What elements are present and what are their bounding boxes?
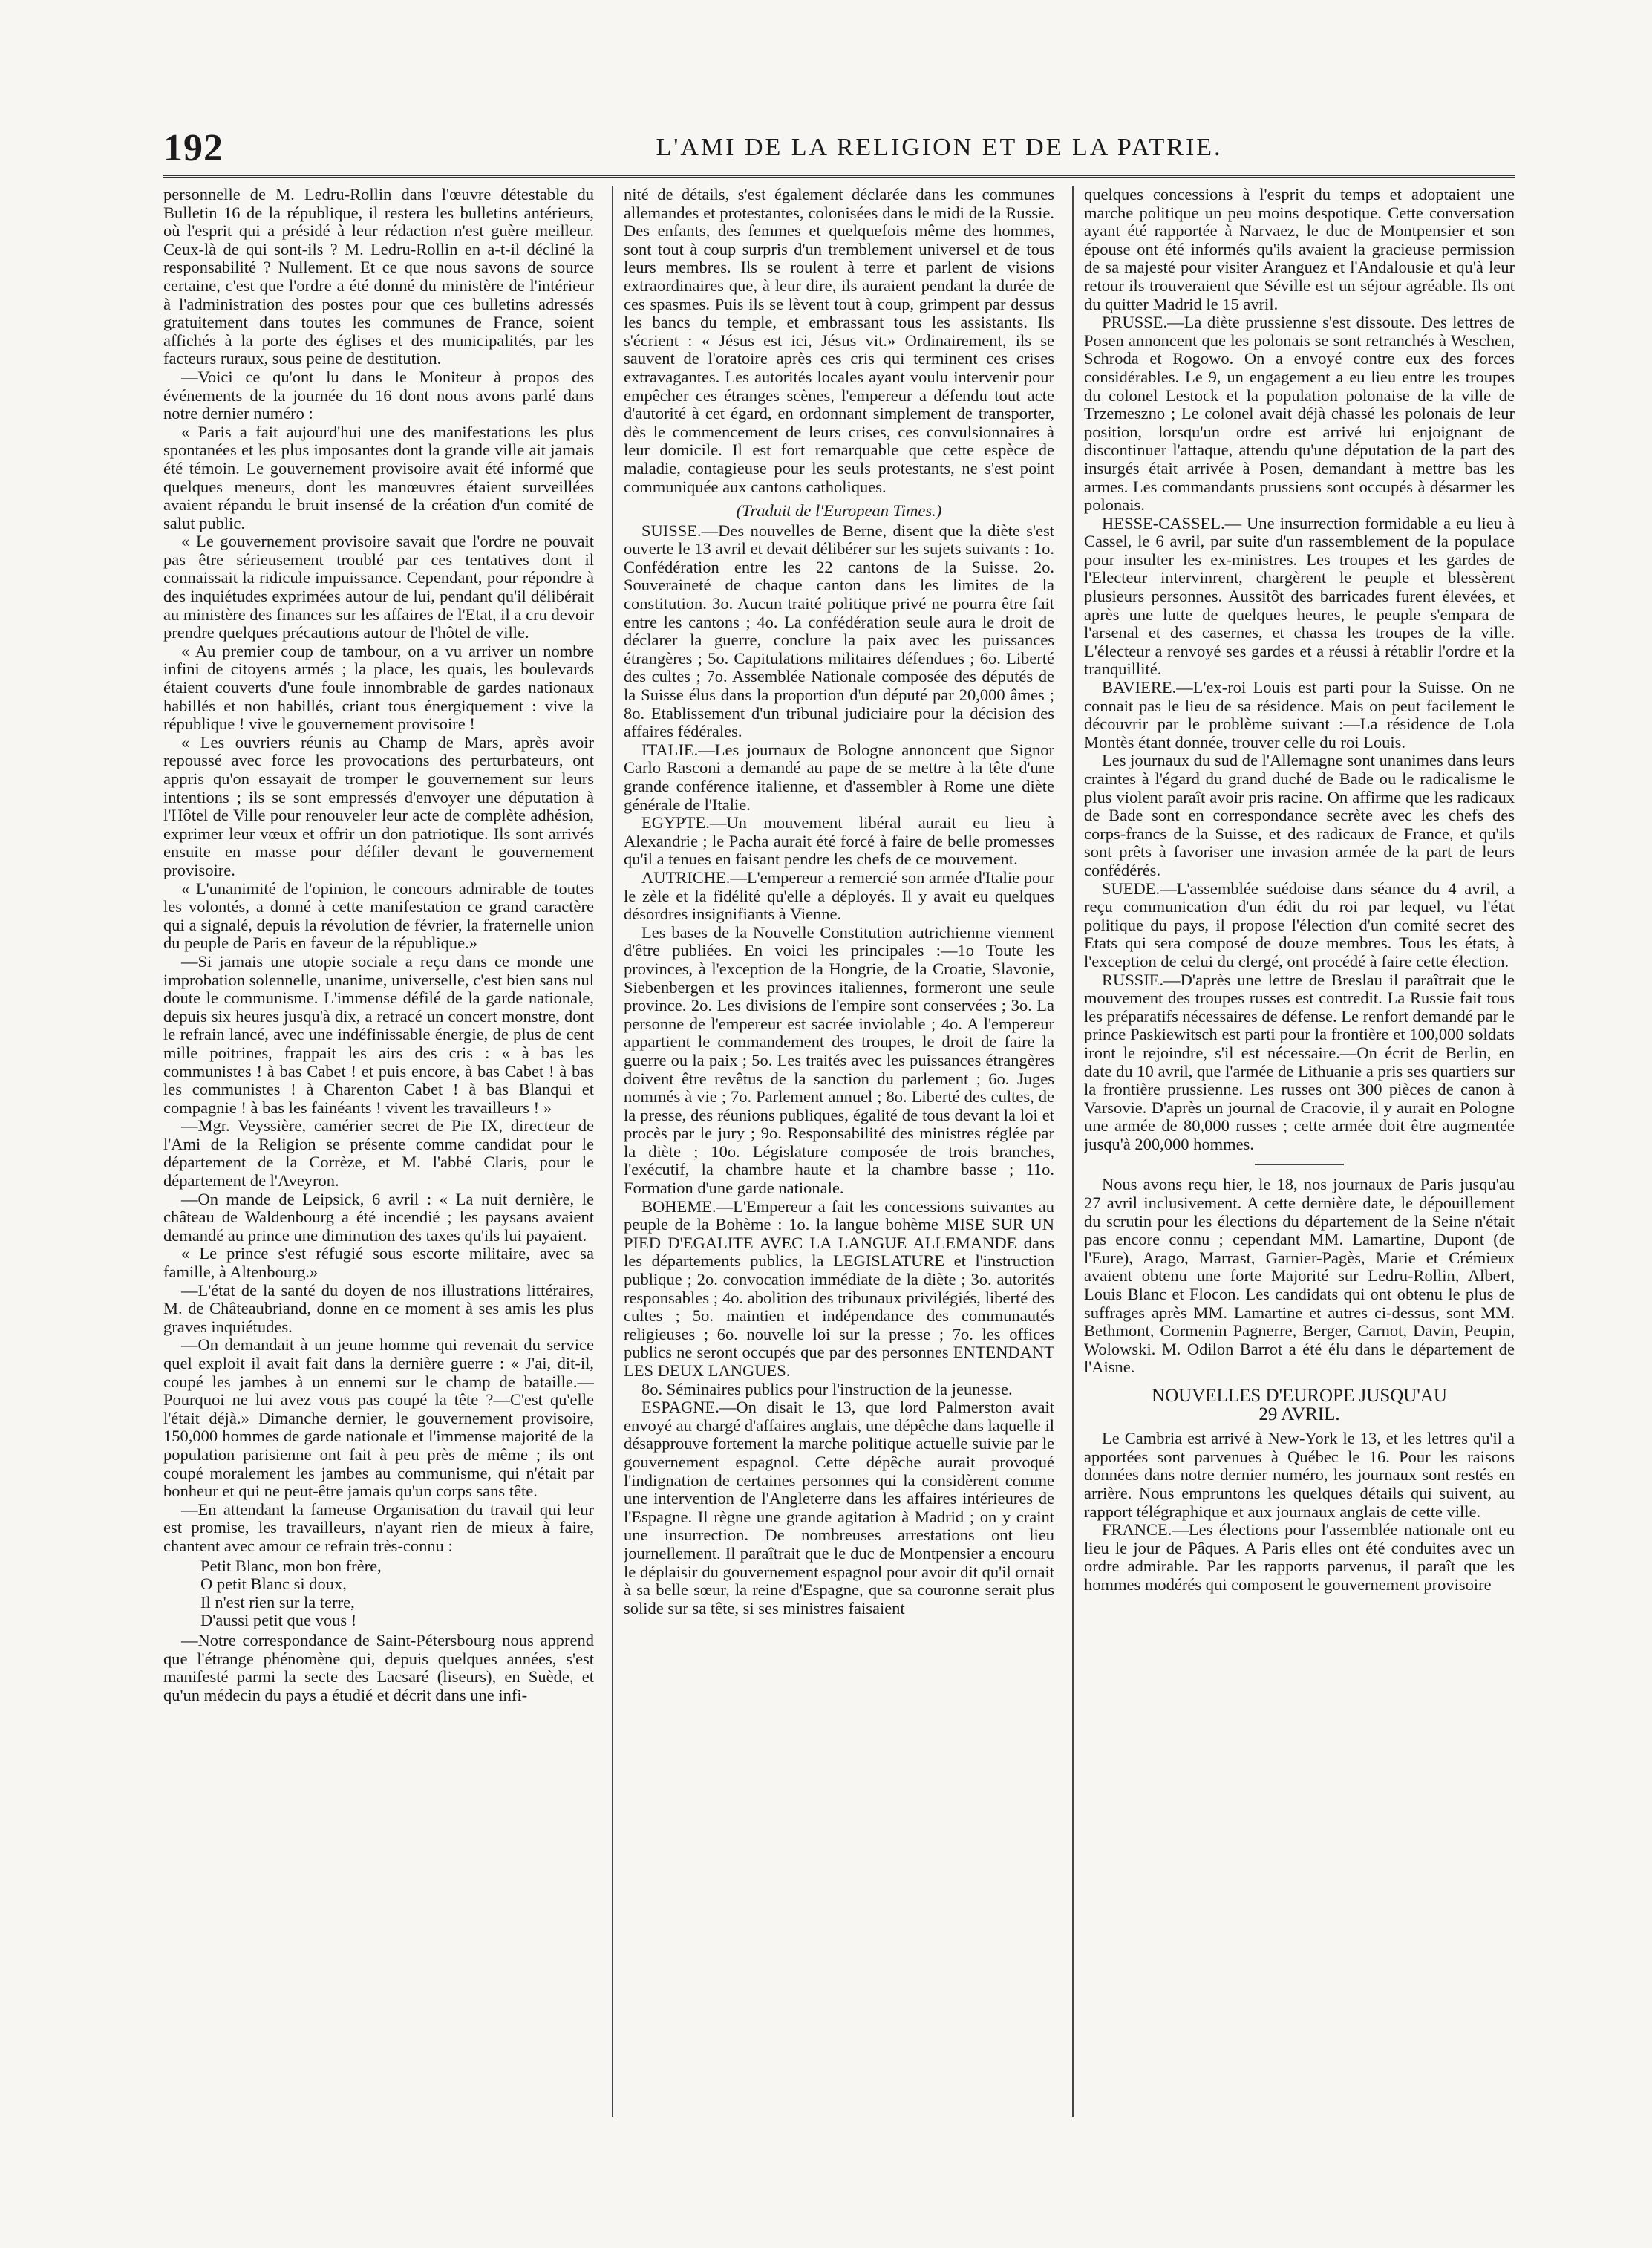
text-columns [163, 186, 1515, 2131]
news-item: HESSE-CASSEL.— Une insurrection formidable a eu lieu à Cassel, le 6 avril, par suite d'un rassemblement de la populace pour insulter les ex-ministres. Les troupes et les gardes de l'Electeur intervinrent, chargèrent le peuple et blessèrent plusieurs personnes. Aussitôt des barricades furent élevées, et après une lutte de quelques heures, le peuple s'empara de l'arsenal et des casernes, et chassa les troupes de la ville. L'électeur a renvoyé ses gardes et a réussi à rétablir l'ordre et la tranquillité. [1084, 513, 1515, 679]
news-item: Les journaux du sud de l'Allemagne sont unanimes dans leurs craintes à l'égard du grand duché de Bade ou le radicalisme le plus violent paraît avoir pris racine. On affirme que les radicaux de Bade sont en correspondance secrète avec les chefs des corps-francs de la Suisse, et des radicaux de France, et qu'ils sont prêts à favoriser une invasion armée de la part de leurs confédérés. [1084, 751, 1515, 879]
column-middle [624, 186, 1054, 2131]
news-item: PRUSSE.—La diète prussienne s'est dissoute. Des lettres de Posen annoncent que les polonais se sont retranchés à Weschen, Schroda et Rogowo. On a envoyé contre eux des forces considérables. Le 9, un engagement a eu lieu entre les troupes du colonel Lestock et la population polonaise de la ville de Trzemeszno ; Le colonel avait déjà chassé les polonais de leur position, lorsqu'un ordre est arrivé lui enjoignant de discontinuer l'attaque, attendu qu'une députation de la part des insurgés était arrivée à Posen, demandant à mettre bas les armes. Les commandants prussiens sont occupés à désarmer les polonais. [1084, 313, 1515, 515]
news-item: ESPAGNE.—On disait le 13, que lord Palmerston avait envoyé au chargé d'affaires anglais, une dépêche dans laquelle il désapprouve fortement la marche politique actuelle suivie par le gouvernement espagnol. Cette dépêche aurait provoqué l'indignation de certaines personnes qui la considèrent comme une intervention de l'Angleterre dans les affaires intérieures de l'Espagne. Il règne une grande agitation à Madrid ; on y craint une insurrection. De nombreuses arrestations ont lieu journellement. Il paraîtrait que le duc de Montpensier a encouru le déplaisir du gouvernement espagnol pour avoir dit qu'il ornait à sa belle sœur, la reine d'Espagne, que sa couronne serait plus solide sur sa tête, si ses ministres faisaient [624, 1398, 1054, 1617]
paragraph: Le Cambria est arrivé à New-York le 13, et les lettres qu'il a apportées sont parvenues à Québec le 16. Pour les raisons données dans notre dernier numéro, les journaux sont restés en arrière. Nous empruntons les quelques détails qui suivent, au rapport télégraphique et aux journaux anglais de cette ville. [1084, 1429, 1515, 1521]
section-title: NOUVELLES D'EUROPE JUSQU'AU [1152, 1386, 1447, 1406]
paragraph: « Les ouvriers réunis au Champ de Mars, après avoir repoussé avec force les provocations des perturbateurs, ont appris qu'on essayait de tromper le gouvernement sur leurs intentions ; ils se sont empressés d'envoyer une députation à l'Hôtel de Ville pour renouveler leur acte de complète adhésion, exprimer leur vœux et offrir un don patriotique. Ils sont arrivés ensuite en masse pour défiler devant le gouvernement provisoire. [163, 732, 594, 879]
news-item: ITALIE.—Les journaux de Bologne annoncent que Signor Carlo Rasconi a demandé au pape de se mettre à la tête d'une grande conférence italienne, et d'assembler à Rome une diète générale de l'Italie. [624, 740, 1054, 814]
poem-line: D'aussi petit que vous ! [200, 1611, 357, 1630]
news-item: Les bases de la Nouvelle Constitution autrichienne viennent d'être publiées. En voici les principales :—1o Toute les provinces, à l'exception de la Hongrie, de la Croatie, Slavonie, Siebenbergen et les provinces italiennes, formeront une seule province. 2o. Les divisions de l'empire sont conservées ; 3o. La personne de l'empereur est sacrée inviolable ; 4o. A l'empereur appartient le commandement des troupes, le droit de faire la guerre ou la paix ; 5o. Les traités avec les puissances étrangères doivent être revêtus de la sanction du parlement ; 6o. Juges nommés à vie ; 7o. Parlement annuel ; 8o. Liberté des cultes, de la presse, des réunions publiques, égalité de tous devant la loi et procès par le jury ; 9o. Responsabilité des ministres réglée par la diète ; 10o. Législature composée de trois branches, l'exécutif, la chambre haute et la chambre basse ; 11o. Formation d'une garde nationale. [624, 922, 1054, 1198]
news-item: BAVIERE.—L'ex-roi Louis est parti pour la Suisse. On ne connait pas le lieu de sa résidence. Mais on peut facilement le découvrir par le problème suivant :—La résidence de Lola Montès étant donnée, trouver celle du roi Louis. [1084, 678, 1515, 752]
poem-line: O petit Blanc si doux, [200, 1574, 347, 1594]
news-item: BOHEME.—L'Empereur a fait les concessions suivantes au peuple de la Bohème : 1o. la langue bohème MISE SUR UN PIED D'EGALITE AVEC LA LANGUE ALLEMANDE dans les départements publics, la LEGISLATURE et l'instruction publique ; 2o. convocation immédiate de la diète ; 3o. autorités responsables ; 4o. abolition des tribunaux privilégiés, liberté des cultes ; 5o. maintien et indépendance des communautés religieuses ; 6o. nouvelle loi sur la presse ; 7o. les offices publics ne seront occupés que par des personnes ENTENDANT LES DEUX LANGUES. [624, 1196, 1054, 1380]
paragraph: —Voici ce qu'ont lu dans le Moniteur à propos des événements de la journée du 16 dont nous avons parlé dans notre dernier numéro : [163, 367, 594, 423]
paragraph: « Paris a fait aujourd'hui une des manifestations les plus spontanées et les plus imposantes dont la grande ville ait jamais été témoin. Le gouvernement provisoire avait été informé que quelques meneurs, dont les manœuvres étaient surveillées avaient répandu le bruit insensé de la création d'un comité de salut public. [163, 422, 594, 532]
news-item: RUSSIE.—D'après une lettre de Breslau il paraîtrait que le mouvement des troupes russes est contredit. La Russie fait tous les préparatifs nécessaires de défense. Le renfort demandé par le prince Paskiewitsch est parti pour la frontière et 100,000 soldats iront le rejoindre, s'il est nécessaire.—On écrit de Berlin, en date du 10 avril, que l'armée de Lithuanie a pris ses quartiers sur la frontière prussienne. Les russes ont 300 pièces de canon à Varsovie. D'après un journal de Cracovie, il y aurait en Pologne une armée de 80,000 russes ; cette armée doit être augmentée jusqu'à 200,000 hommes. [1084, 970, 1515, 1153]
paragraph: —On mande de Leipsick, 6 avril : « La nuit dernière, le château de Waldenbourg a été incendié ; les paysans avaient demandé au prince une diminution des taxes qu'ils lui payaient. [163, 1189, 594, 1245]
page-header [163, 126, 1515, 178]
paragraph: Nous avons reçu hier, le 18, nos journaux de Paris jusqu'au 27 avril inclusivement. A cette dernière date, le dépouillement du scrutin pour les élections du département de la Seine n'était pas encore connu ; cependant MM. Lamartine, Dupont (de l'Eure), Arago, Marrast, Garnier-Pagès, Marie et Crémieux avaient obtenu une forte Majorité sur Ledru-Rollin, Albert, Louis Blanc et Flocon. Les candidats qui ont obtenu le plus de suffrages après MM. Lamartine et autres ci-dessus, sont MM. Bethmont, Cormenin Pagnerre, Berger, Carnot, Davin, Peupin, Wolowski. M. Odilon Barrot a été élu dans le département de l'Aisne. [1084, 1175, 1515, 1377]
paragraph: —En attendant la fameuse Organisation du travail qui leur est promise, les travailleurs, n'ayant rien de mieux à faire, chantent avec amour ce refrain très-connu : [163, 1499, 594, 1555]
news-item: SUISSE.—Des nouvelles de Berne, disent que la diète s'est ouverte le 13 avril et devait délibérer sur les sujets suivants : 1o. Confédération entre les 22 cantons de la Suisse. 2o. Souveraineté de chaque canton dans les limites de la constitution. 3o. Aucun traité politique privé ne pourra être fait entre les cantons ; 4o. La confédération seule aura le droit de déclarer la guerre, conclure la paix avec les puissances étrangères ; 5o. Capitulations militaires défendues ; 6o. Liberté des cultes ; 7o. Assemblée Nationale composée des députés de la Suisse élus dans la proportion d'un député par 20,000 âmes ; 8o. Etablissement d'un tribunal judiciaire pour la décision des affaires fédérales. [624, 521, 1054, 741]
paragraph: —On demandait à un jeune homme qui revenait du service quel exploit il avait fait dans la dernière guerre : « J'ai, dit-il, coupé les jambes à un ennemi sur le champ de bataille.—Pourquoi ne lui avez vous pas coupé la tête ?—C'est qu'elle l'était déjà.» Dimanche dernier, le gouvernement provisoire, 150,000 hommes de garde nationale et l'immense majorité de la population parisienne ont fait à peu près de même ; ils ont coupé moralement les jambes au communisme, qui n'était par bonheur et qui ne peut-être jamais qu'un corps sans tête. [163, 1335, 594, 1501]
column-left [163, 186, 594, 2131]
paragraph: « L'unanimité de l'opinion, le concours admirable de toutes les volontés, a donné à cette manifestation ce grand caractère qui a signalé, depuis la révolution de février, la fraternelle union du peuple de Paris en faveur de la république.» [163, 879, 594, 953]
paragraph: —L'état de la santé du doyen de nos illustrations littéraires, M. de Châteaubriand, donne en ce moment à ses amis les plus graves inquiétudes. [163, 1280, 594, 1336]
paragraph: —Mgr. Veyssière, camérier secret de Pie IX, directeur de l'Ami de la Religion se présente comme candidat pour le département de la Corrèze, et M. l'abbé Claris, pour le département de l'Aveyron. [163, 1116, 594, 1190]
paragraph: « Au premier coup de tambour, on a vu arriver un nombre infini de citoyens armés ; la place, les quais, les boulevards étaient couverts d'une foule innombrable de gardes nationaux habillés et non habillés, criant tous énergiquement : vive la république ! vive le gouvernement provisoire ! [163, 641, 594, 734]
source-note: (Traduit de l'European Times.) [736, 501, 942, 521]
news-item: AUTRICHE.—L'empereur a remercié son armée d'Italie pour le zèle et la fidélité qu'elle a déployés. Il y avait eu quelques désordres insignifiants à Vienne. [624, 867, 1054, 924]
paragraph: quelques concessions à l'esprit du temps et adoptaient une marche politique un peu moins despotique. Cette conversation ayant été rapportée à Narvaez, le duc de Montpensier et son épouse ont été informés qu'ils avaient la gracieuse permission de sa majesté pour visiter Aranguez et l'Andalousie et qu'à leur retour ils trouveraient que Séville est un séjour agréable. Ils ont du quitter Madrid le 15 avril. [1084, 186, 1515, 313]
poem-line: Petit Blanc, mon bon frère, [200, 1556, 382, 1575]
paragraph: —Si jamais une utopie sociale a reçu dans ce monde une improbation solennelle, unanime, universelle, c'est bien sans nul doute le communisme. L'immense défilé de la garde nationale, depuis six heures jusqu'à dix, a retracé un concert monstre, dont le refrain lancé, avec une indéfinissable énergie, de plus de cent mille poitrines, frappait les airs des cris : « à bas les communistes ! à bas Cabet ! et puis encore, à bas Cabet ! à bas les communistes ! à Charenton Cabet ! à bas Blanqui et compagnie ! à bas les fainéants ! vivent les travailleurs ! » [163, 951, 594, 1117]
news-item: FRANCE.—Les élections pour l'assemblée nationale ont eu lieu le jour de Pâques. A Paris elles ont été conduites avec un ordre admirable. Par les rapports parvenus, il paraît que les hommes modérés qui composent le gouvernement provisoire [1084, 1520, 1515, 1594]
paragraph: nité de détails, s'est également déclarée dans les communes allemandes et protestantes, colonisées dans le midi de la Russie. Des enfants, des femmes et quelquefois même des hommes, sont tout à coup surpris d'un tremblement universel et de tous leurs membres. Ils se roulent à terre et parlent de visions extraordinaires que, à leur dire, ils auraient pendant la durée de ces spasmes. Puis ils se lèvent tout à coup, grimpent par dessus les bancs du temple, et embrassant tous les assistants. Ils s'écrient : « Jésus est ici, Jésus vit.» Ordinairement, ils se sauvent de l'oratoire après ces cris qui terminent ces crises extravagantes. Les autorités locales ayant voulu intervenir pour empêcher ces étranges scènes, l'empereur a défendu tout acte d'autorité à cet égard, en ordonnant simplement de transporter, dès le commencement de leurs crises, ces convulsionnaires à leur domicile. Il est fort remarquable que cette espèce de maladie, contagieuse pour les seuls protestants, ne s'est point communiquée aux cantons catholiques. [624, 186, 1054, 496]
news-item: EGYPTE.—Un mouvement libéral aurait eu lieu à Alexandrie ; le Pacha aurait été forcé à faire de belle promesses qu'il a tenues en faisant pendre les chefs de ce mouvement. [624, 813, 1054, 869]
page-number: 192 [163, 127, 223, 169]
column-divider [1072, 186, 1074, 2117]
running-title: L'AMI DE LA RELIGION ET DE LA PATRIE. [656, 134, 1223, 161]
paragraph: personnelle de M. Ledru-Rollin dans l'œuvre détestable du Bulletin 16 de la république, il restera les bulletins antérieurs, où l'esprit qui a présidé à leur rédaction n'est guère meilleur. Ceux-là de qui sont-ils ? M. Ledru-Rollin en a-t-il décliné la responsabilité ? Nullement. Et ce que nous savons de source certaine, c'est que l'ordre a été donné du ministère de l'intérieur à l'administration des postes pour que ces bulletins adressés gratuitement dans toutes les communes de France, soient affichés à la porte des églises et des municipalités, par les facteurs ruraux, sous peine de destitution. [163, 186, 594, 368]
news-item: 8o. Séminaires publics pour l'instruction de la jeunesse. [641, 1379, 1013, 1398]
paragraph: —Notre correspondance de Saint-Pétersbourg nous apprend que l'étrange phénomène qui, depuis quelques années, s'est manifesté parmi la secte des Lacsaré (liseurs), en Suède, et qu'un médecin du pays a étudié et décrit dans une infi- [163, 1630, 594, 1704]
header-rule [163, 175, 1515, 178]
column-right [1084, 186, 1515, 2131]
paragraph: « Le prince s'est réfugié sous escorte militaire, avec sa famille, à Altenbourg.» [163, 1244, 594, 1282]
section-rule [1255, 1164, 1344, 1165]
paragraph: « Le gouvernement provisoire savait que l'ordre ne pouvait pas être sérieusement troublé par ces tentatives dont il connaissait la ridicule impuissance. Cependant, pour répondre à des inquiétudes exprimées autour de lui, pendant qu'il délibérait au ministère des finances sur les affaires de l'Etat, il a cru devoir prendre quelques précautions autour de l'hôtel de ville. [163, 532, 594, 642]
poem-line: Il n'est rien sur la terre, [200, 1592, 355, 1612]
news-item: SUEDE.—L'assemblée suédoise dans séance du 4 avril, a reçu communication d'un édit du roi par lequel, vu l'état politique du pays, il propose l'élection d'un comité secret des Etats qui sera composé de douze membres. Tous les états, à l'exception de celui du clergé, ont procédé à faire cette élection. [1084, 879, 1515, 971]
section-date: 29 AVRIL. [1258, 1404, 1340, 1424]
column-divider [612, 186, 613, 2117]
poem [200, 1557, 594, 1630]
